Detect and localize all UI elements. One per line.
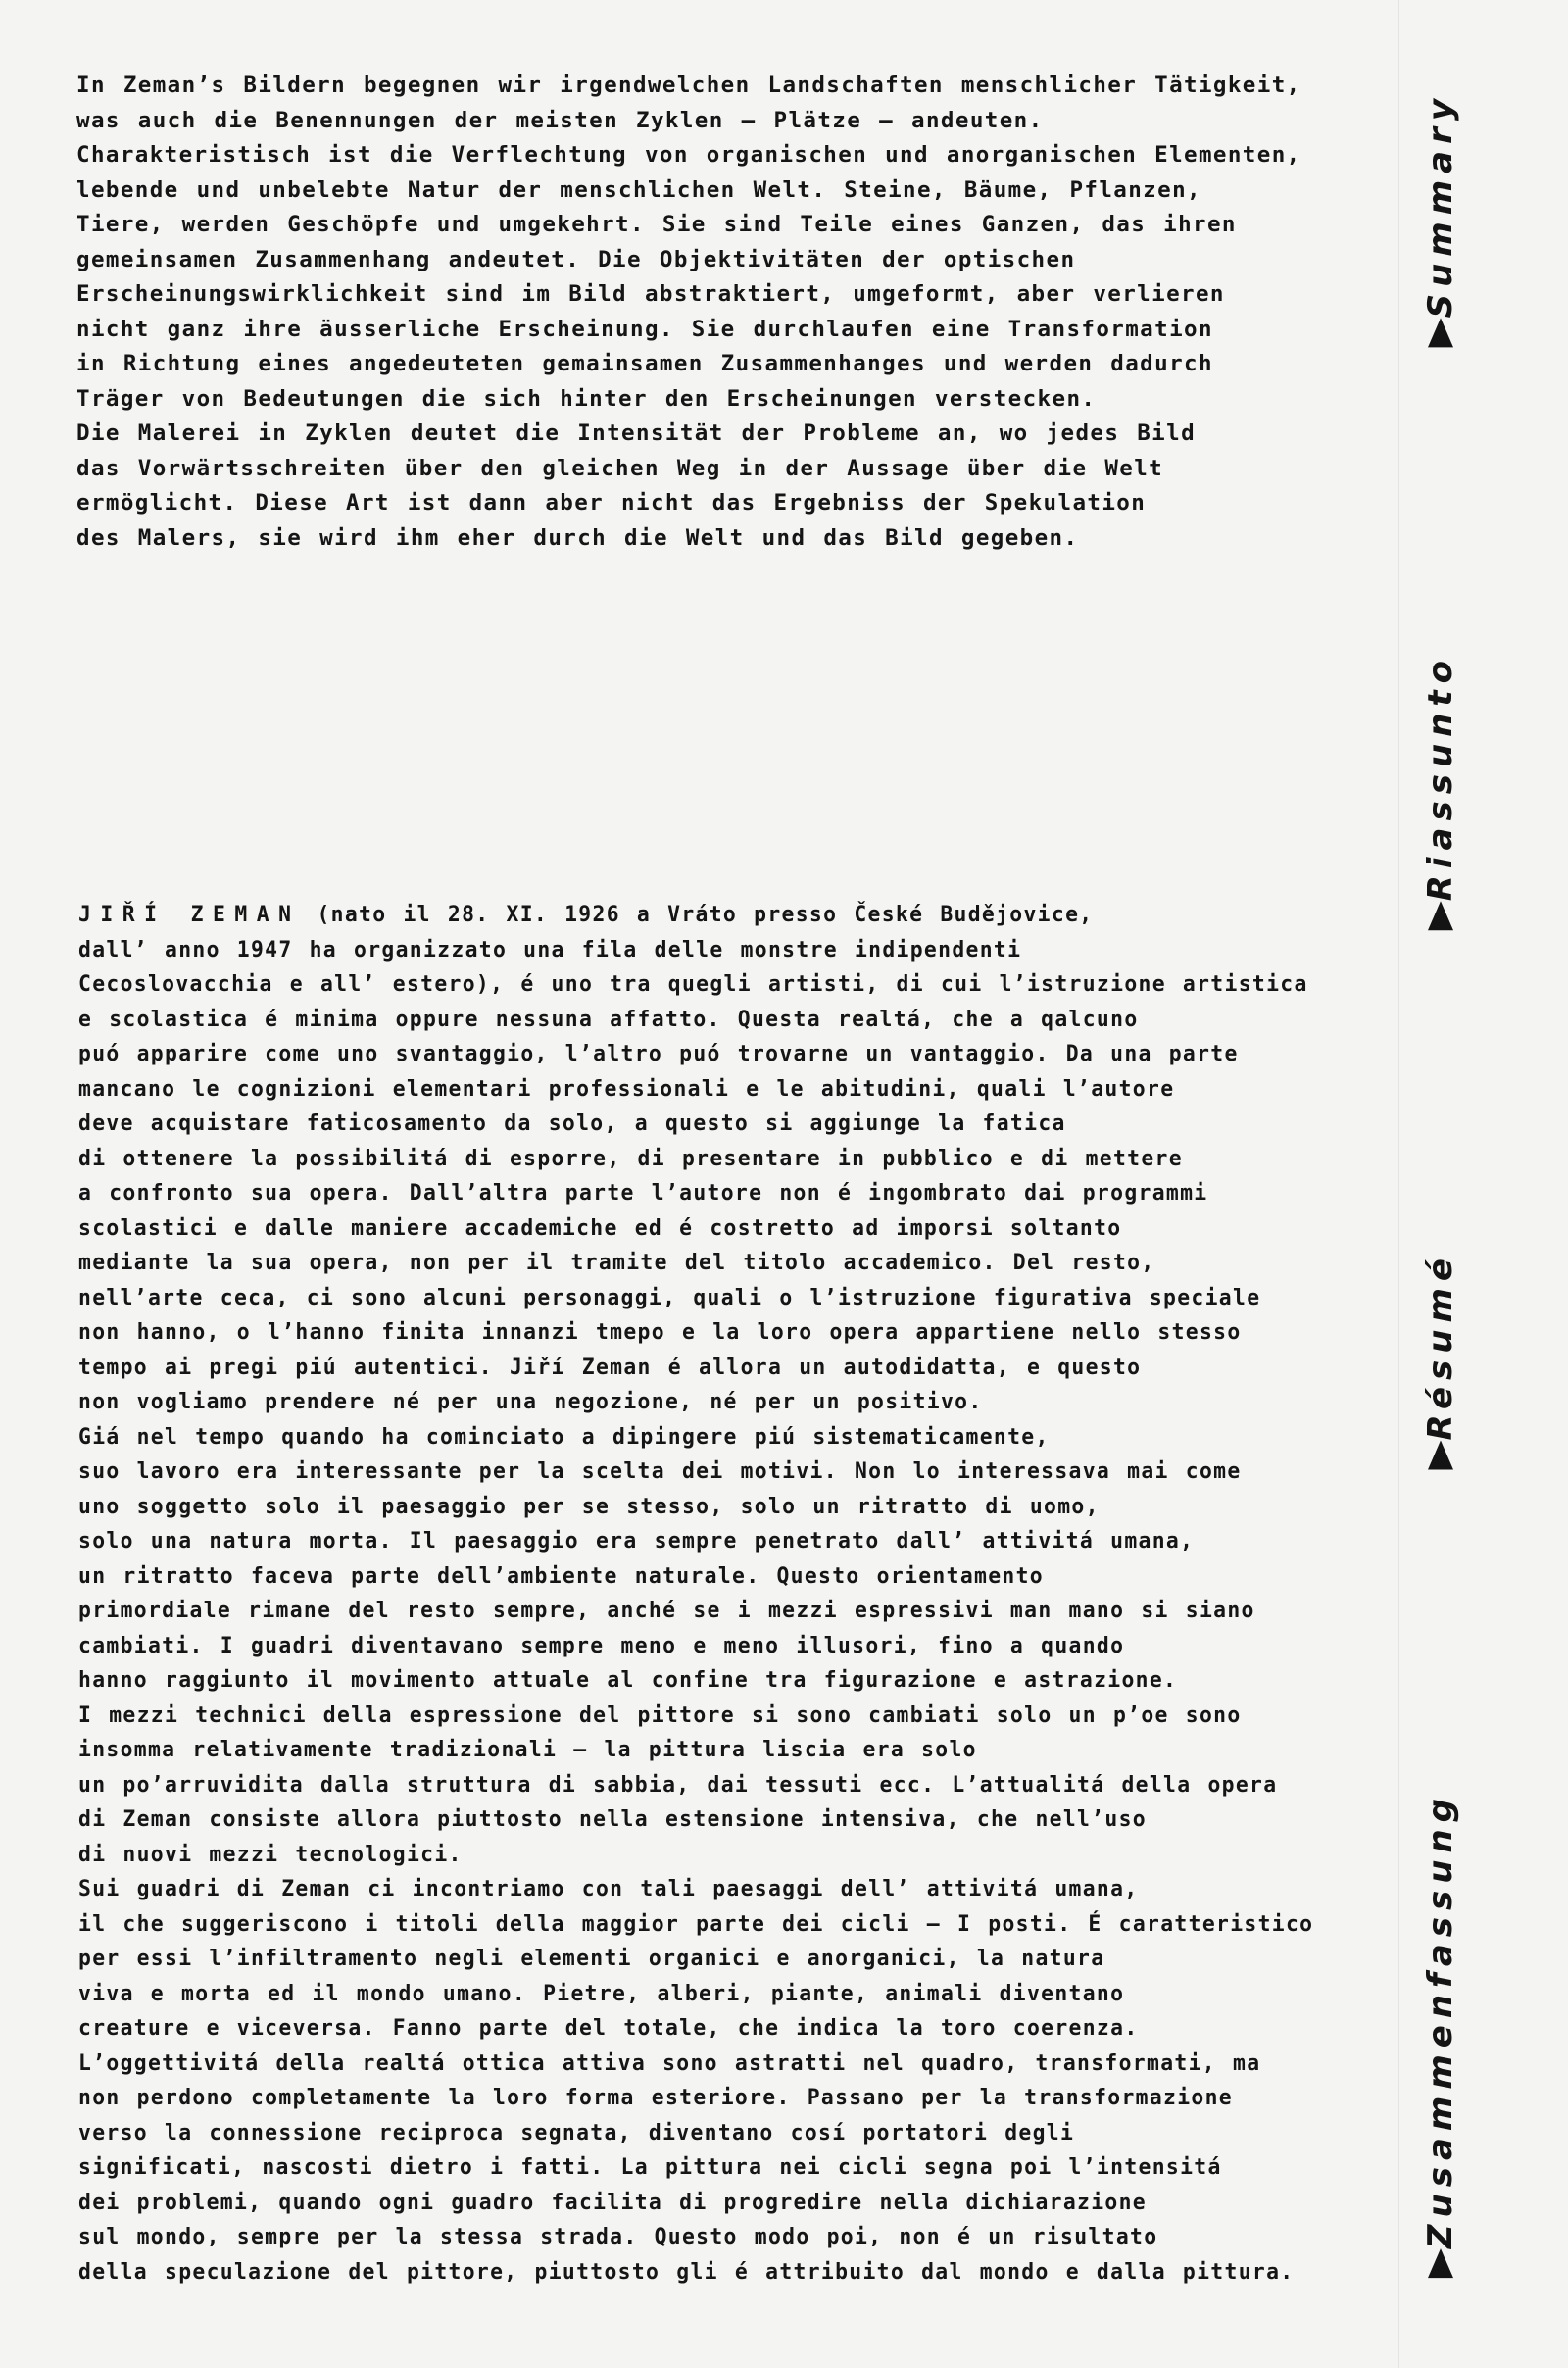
text-line: tempo ai pregi piú autentici. Jiří Zeman é allora un autodidatta, e questo (78, 1354, 1142, 1380)
triangle-pointer-icon (1428, 318, 1453, 347)
text-line: per essi l’infiltramento negli elementi organici e anorganici, la natura (78, 1946, 1105, 1971)
text-line: uno soggetto solo il paesaggio per se stesso, solo un ritratto di uomo, (78, 1493, 1100, 1519)
german-summary-text (76, 69, 1301, 556)
text-line: non vogliamo prendere né per una negozione, né per un positivo. (78, 1389, 983, 1414)
text-line: L’oggettivitá della realtá ottica attiva sono astratti nel quadro, transformati, ma (78, 2049, 1261, 2076)
text-line: des Malers, sie wird ihm eher durch die Welt und das Bild gegeben. (76, 524, 1079, 551)
text-line: Giá nel tempo quando ha cominciato a dipingere piú sistematicamente, (78, 1423, 1050, 1450)
resume-label: Résumé (1421, 1251, 1460, 1440)
text-line: il che suggeriscono i titoli della maggior parte dei cicli – I posti. É caratteristico (78, 1910, 1314, 1937)
text-line: creature e viceversa. Fanno parte del totale, che indica la toro coerenza. (78, 2015, 1139, 2041)
side-label-riassunto (1411, 632, 1470, 946)
artist-name: JIŘÍ ZEMAN (78, 902, 301, 927)
text-line: di ottenere la possibilitá di esporre, di presentare in pubblico e di mettere (78, 1145, 1183, 1171)
side-label-resume (1411, 1240, 1470, 1485)
text-line: dei problemi, quando ogni guadro facilita di progredire nella dichiarazione (78, 2189, 1148, 2215)
text-line: nell’arte ceca, ci sono alcuni personaggi, quali o l’istruzione figurativa speciale (78, 1284, 1261, 1310)
text-line: non hanno, o l’hanno finita innanzi tmepo e la loro opera appartiene nello stesso (78, 1319, 1242, 1345)
text-line: solo una natura morta. Il paesaggio era sempre penetrato dall’ attivitá umana, (78, 1528, 1195, 1554)
text-line: deve acquistare faticosamento da solo, a questo si aggiunge la fatica (78, 1110, 1066, 1136)
text-line: Tiere, werden Geschöpfe und umgekehrt. Sie sind Teile eines Ganzen, das ihren (76, 212, 1237, 237)
text-line: e scolastica é minima oppure nessuna affatto. Questa realtá, che a qalcuno (78, 1006, 1139, 1032)
text-line: Träger von Bedeutungen die sich hinter den Erscheinungen verstecken. (76, 385, 1097, 412)
text-line: scolastici e dalle maniere accademiche ed é costretto ad imporsi soltanto (78, 1214, 1122, 1241)
side-label-summary (1411, 61, 1470, 363)
text-line: cambiati. I guadri diventavano sempre meno e meno illusori, fino a quando (78, 1632, 1125, 1658)
italian-summary-text (78, 898, 1313, 2290)
text-line: viva e morta ed il mondo umano. Pietre, alberi, piante, animali diventano (78, 1980, 1125, 2006)
text-line: un po’arruvidita dalla struttura di sabbia, dai tessuti ecc. L’attualitá della opera (78, 1771, 1278, 1798)
zusammenfassung-label: Zusammenfassung (1421, 1791, 1460, 2248)
text-line: puó apparire come uno svantaggio, l’altro puó trovarne un vantaggio. Da una parte (78, 1041, 1239, 1066)
text-line: a confronto sua opera. Dall’altra parte l’autore non é ingombrato dai programmi (78, 1180, 1208, 1206)
text-line: della speculazione del pittore, piuttosto gli é attribuito dal mondo e dalla pittura. (78, 2258, 1295, 2285)
text-line: dall’ anno 1947 ha organizzato una fila delle monstre indipendenti (78, 936, 1022, 962)
text-line: In Zeman’s Bildern begegnen wir irgendwelchen Landschaften menschlicher Tätigkeit, (76, 73, 1301, 98)
side-label-zusammenfassung (1411, 1759, 1470, 2294)
text-line: gemeinsamen Zusammenhang andeutet. Die Objektivitäten der optischen (76, 246, 1076, 272)
text-line: Charakteristisch ist die Verflechtung von organischen und anorganischen Elementen, (76, 142, 1301, 168)
text-line: hanno raggiunto il movimento attuale al confine tra figurazione e astrazione. (78, 1667, 1178, 1693)
text-line: das Vorwärtsschreiten über den gleichen Weg in der Aussage über die Welt (76, 455, 1164, 481)
text-line: Die Malerei in Zyklen deutet die Intensität der Probleme an, wo jedes Bild (76, 420, 1197, 446)
text-line: I mezzi technici della espressione del pittore si sono cambiati solo un p’oe sono (78, 1702, 1242, 1728)
text-line: nicht ganz ihre äusserliche Erscheinung. Sie durchlaufen eine Transformation (76, 316, 1213, 342)
text-line: di nuovi mezzi tecnologici. (78, 1841, 463, 1867)
text-line: Cecoslovacchia e all’ estero), é uno tra quegli artisti, di cui l’istruzione artistica (78, 971, 1308, 997)
text-line: mediante la sua opera, non per il tramite del titolo accademico. Del resto, (78, 1250, 1155, 1275)
text-line: ermöglicht. Diese Art ist dann aber nicht das Ergebniss der Spekulation (76, 490, 1147, 516)
text-line: Sui guadri di Zeman ci incontriamo con tali paesaggi dell’ attivitá umana, (78, 1876, 1139, 1901)
text-line: un ritratto faceva parte dell’ambiente naturale. Questo orientamento (78, 1562, 1044, 1589)
text-line: lebende und unbelebte Natur der menschlichen Welt. Steine, Bäume, Pflanzen, (76, 176, 1201, 203)
triangle-pointer-icon (1428, 1440, 1453, 1469)
text-line: verso la connessione reciproca segnata, diventano cosí portatori degli (78, 2119, 1075, 2146)
text-line: sul mondo, sempre per la stessa strada. Questo modo poi, non é un risultato (78, 2224, 1158, 2249)
triangle-pointer-icon (1428, 2248, 1453, 2278)
triangle-pointer-icon (1428, 901, 1453, 930)
text-line: primordiale rimane del resto sempre, anché se i mezzi espressivi man mano si siano (78, 1598, 1255, 1623)
artist-bio-first-line: (nato il 28. XI. 1926 a Vráto presso České Budějovice, (300, 902, 1094, 927)
text-line: significati, nascosti dietro i fatti. La pittura nei cicli segna poi l’intensitá (78, 2154, 1222, 2180)
text-line: non perdono completamente la loro forma esteriore. Passano per la transformazione (78, 2085, 1234, 2110)
text-line: Erscheinungswirklichkeit sind im Bild abstraktiert, umgeformt, aber verlieren (76, 281, 1225, 307)
text-line: was auch die Benennungen der meisten Zyklen – Plätze – andeuten. (76, 107, 1044, 133)
text-line: di Zeman consiste allora piuttosto nella estensione intensiva, che nell’uso (78, 1806, 1148, 1832)
text-line: suo lavoro era interessante per la scelta dei motivi. Non lo interessava mai come (78, 1458, 1242, 1484)
text-line: mancano le cognizioni elementari professionali e le abitudini, quali l’autore (78, 1075, 1175, 1102)
riassunto-label: Riassunto (1421, 653, 1460, 901)
fold-line (1398, 0, 1399, 2368)
text-line: in Richtung eines angedeuteten gemainsamen Zusammenhanges und werden dadurch (76, 351, 1213, 376)
text-line: insomma relativamente tradizionali – la pittura liscia era solo (78, 1737, 977, 1762)
summary-label: Summary (1421, 91, 1460, 318)
